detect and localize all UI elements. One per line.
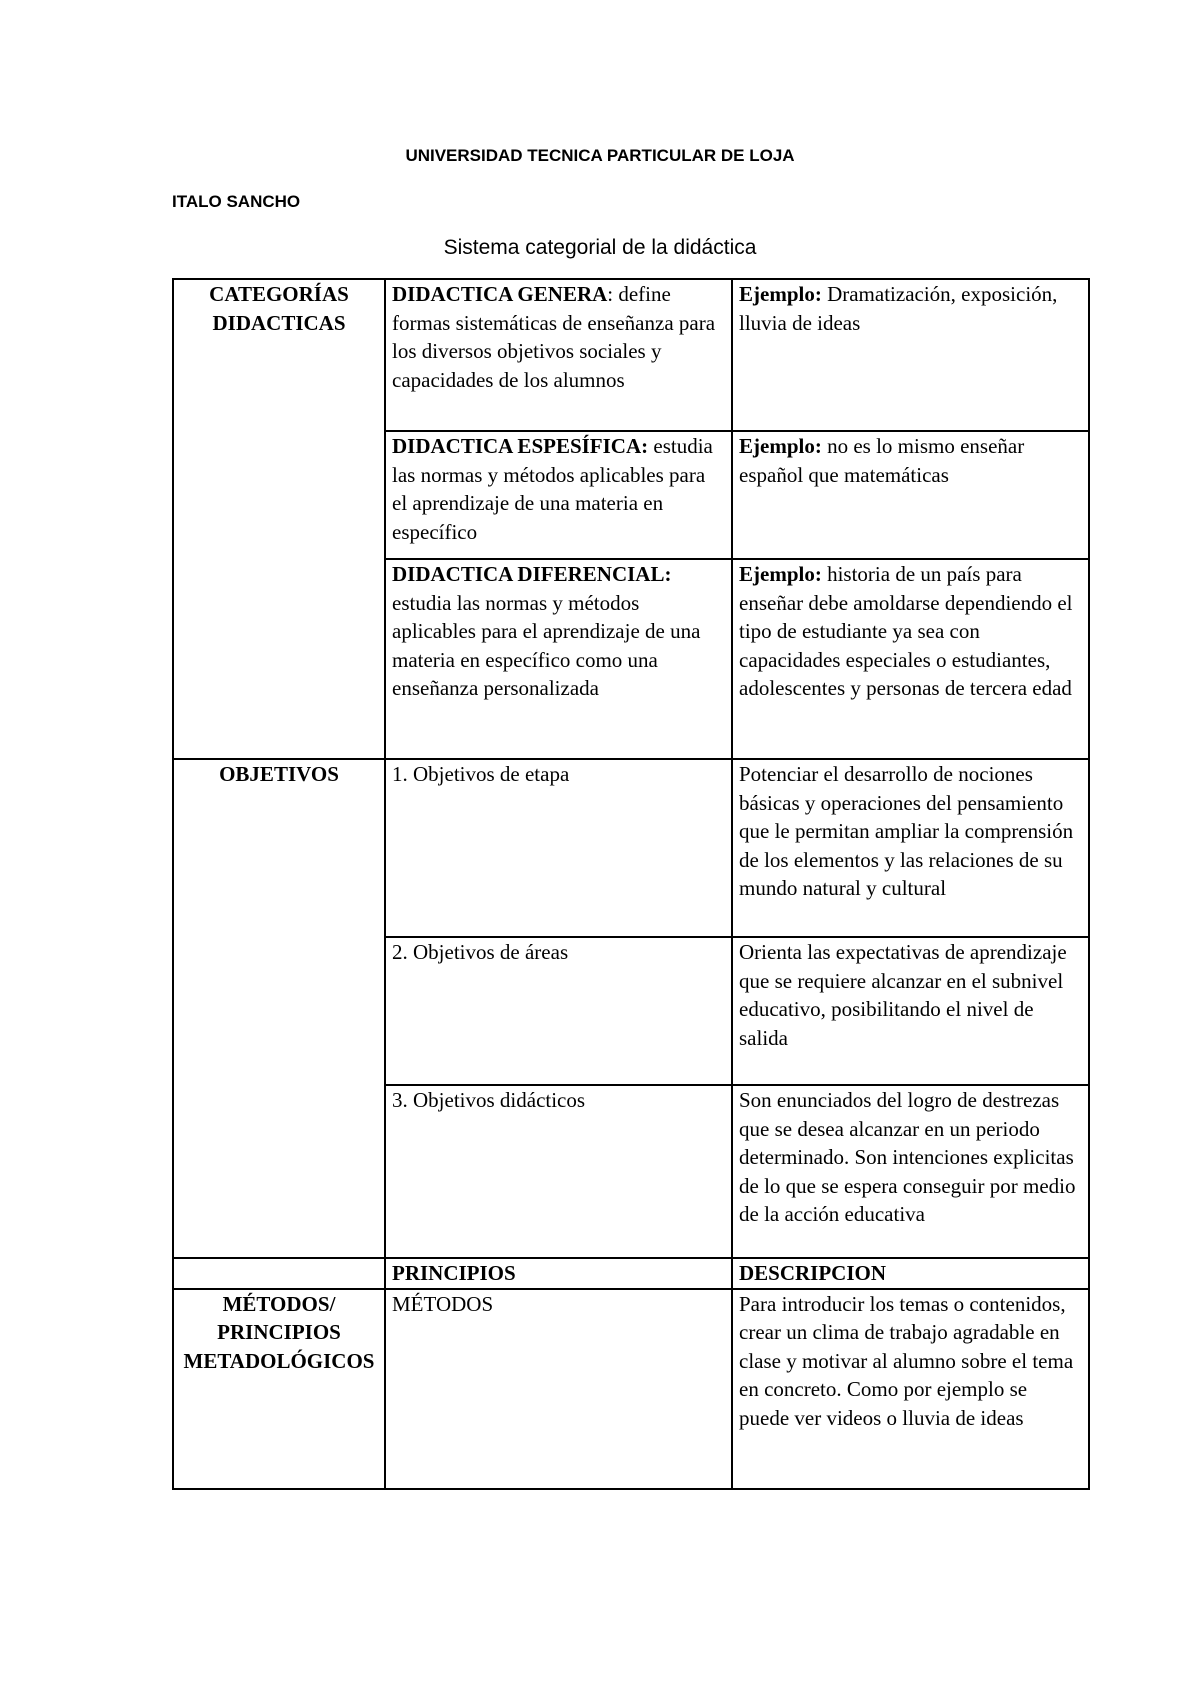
term-label: DIDACTICA ESPESÍFICA: bbox=[392, 434, 649, 458]
example-text: historia de un país para enseñar debe amoldarse dependiendo el tipo de estudiante ya sea con capacidades especiales o estudiantes, adolescentes y personas de tercera edad bbox=[739, 562, 1073, 700]
didactics-table bbox=[172, 278, 1090, 1490]
objective-description-cell: Potenciar el desarrollo de nociones básicas y operaciones del pensamiento que le permitan ampliar la comprensión de los elementos y las relaciones de su mundo natural y cultural bbox=[732, 759, 1089, 937]
method-description-cell: Para introducir los temas o contenidos, crear un clima de trabajo agradable en clase y motivar al alumno sobre el tema en concreto. Como por ejemplo se puede ver videos o lluvia de ideas bbox=[732, 1289, 1089, 1489]
table-row bbox=[173, 759, 1089, 937]
university-name: UNIVERSIDAD TECNICA PARTICULAR DE LOJA bbox=[405, 146, 795, 165]
term-label: DIDACTICA GENERA bbox=[392, 282, 608, 306]
term-definition: estudia las normas y métodos aplicables para el aprendizaje de una materia en específico bbox=[392, 434, 713, 544]
table-row bbox=[173, 1289, 1089, 1489]
objective-name-cell: 3. Objetivos didácticos bbox=[385, 1085, 732, 1258]
objective-name-cell: 1. Objetivos de etapa bbox=[385, 759, 732, 937]
author-name: ITALO SANCHO bbox=[172, 192, 301, 211]
blank-cell bbox=[173, 1258, 385, 1289]
category-label: PRINCIPIOS bbox=[217, 1320, 341, 1344]
table-subheader-row bbox=[173, 1258, 1089, 1289]
category-cell-categorias bbox=[173, 279, 385, 759]
document-title: Sistema categorial de la didáctica bbox=[443, 236, 757, 259]
term-definition: : define formas sistemáticas de enseñanza para los diversos objetivos sociales y capacidades de los alumnos bbox=[392, 282, 716, 392]
term-label: DIDACTICA DIFERENCIAL: bbox=[392, 562, 672, 586]
example-text: no es lo mismo enseñar español que matemáticas bbox=[739, 434, 1025, 487]
example-cell bbox=[732, 559, 1089, 759]
category-cell-metodos bbox=[173, 1289, 385, 1489]
category-cell-objetivos bbox=[173, 759, 385, 1258]
term-cell bbox=[385, 559, 732, 759]
category-label: METADOLÓGICOS bbox=[183, 1348, 375, 1373]
subheader-principios: PRINCIPIOS bbox=[385, 1258, 732, 1289]
objective-name-cell: 2. Objetivos de áreas bbox=[385, 937, 732, 1085]
term-cell bbox=[385, 279, 732, 431]
objective-description-cell: Orienta las expectativas de aprendizaje que se requiere alcanzar en el subnivel educativo, posibilitando el nivel de salida bbox=[732, 937, 1089, 1085]
example-label: Ejemplo: bbox=[739, 434, 822, 458]
category-label: OBJETIVOS bbox=[219, 762, 339, 786]
subheader-descripcion: DESCRIPCION bbox=[732, 1258, 1089, 1289]
example-cell bbox=[732, 279, 1089, 431]
category-label: CATEGORÍAS bbox=[209, 282, 349, 306]
table-row bbox=[173, 279, 1089, 431]
example-text: Dramatización, exposición, lluvia de ideas bbox=[739, 282, 1058, 335]
term-definition: estudia las normas y métodos aplicables para el aprendizaje de una materia en específico como una enseñanza personalizada bbox=[392, 590, 701, 700]
category-label: MÉTODOS/ bbox=[222, 1291, 336, 1316]
category-label: DIDACTICAS bbox=[212, 310, 346, 335]
method-name-cell: MÉTODOS bbox=[385, 1289, 732, 1489]
example-label: Ejemplo: bbox=[739, 282, 822, 306]
example-cell bbox=[732, 431, 1089, 559]
example-label: Ejemplo: bbox=[739, 562, 822, 586]
term-cell bbox=[385, 431, 732, 559]
objective-description-cell: Son enunciados del logro de destrezas que se desea alcanzar en un periodo determinado. Son intenciones explicitas de lo que se espera conseguir por medio de la acción educativa bbox=[732, 1085, 1089, 1258]
